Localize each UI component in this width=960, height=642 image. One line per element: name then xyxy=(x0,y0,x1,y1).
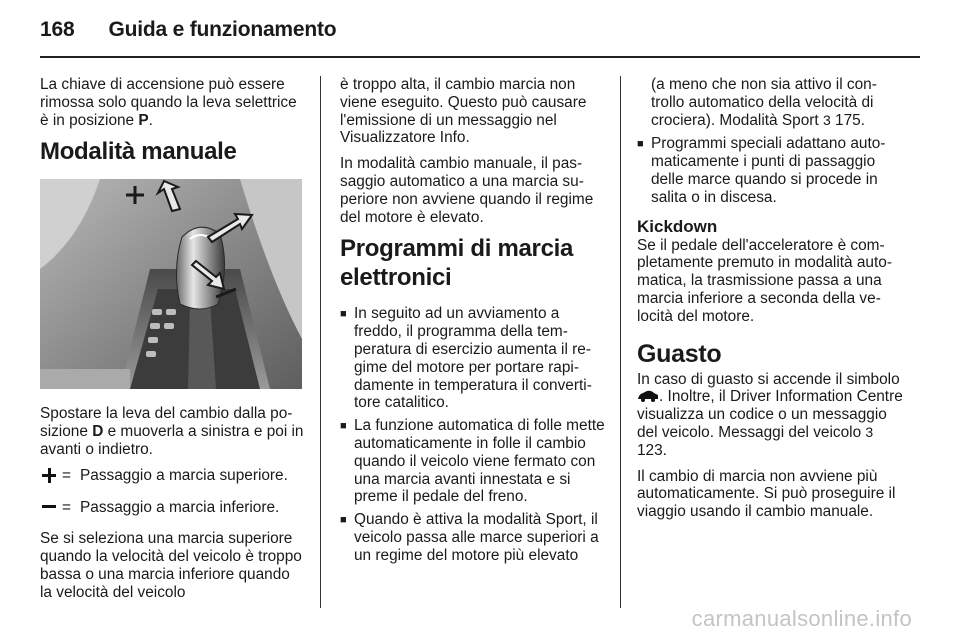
page-reference-icon: 3 xyxy=(822,111,831,128)
column-2 xyxy=(340,76,606,570)
fault-paragraph: In caso di guasto si accende il simbolo . Inoltre, il Driver Information Centre visualizza un codice o un messaggio del veicolo. Messaggi del veicolo 3 123. xyxy=(637,370,903,459)
gear-lever-illustration xyxy=(40,179,302,389)
section-heading-fault: Guasto xyxy=(637,339,722,368)
subheading-kickdown: Kickdown xyxy=(637,216,718,236)
column-divider xyxy=(320,76,321,608)
paragraph: è troppo alta, il cambio marcia non viene eseguito. Questo può causare l'emissione di un messaggio nel Visualizzatore Info. xyxy=(340,76,587,147)
page-number: 168 xyxy=(40,18,75,41)
paragraph: In modalità cambio manuale, il passaggio automatico a una marcia superiore non avviene quando il regime del motore è elevato. xyxy=(340,155,594,226)
speed-note: Se si seleziona una marcia superiore quando la velocità del veicolo è troppo bassa o una marcia inferiore quando la velocità del veicolo xyxy=(40,530,302,601)
page-reference-icon: 3 xyxy=(865,423,874,440)
intro-paragraph: La chiave di accensione può essere rimossa solo quando la leva selettrice è in posizione P. xyxy=(40,76,297,129)
list-item: ■ Programmi speciali adattano automaticamente i punti di passaggio delle marce quando si procede in salita o in discesa. xyxy=(637,135,886,206)
list-item: ■ La funzione automatica di folle mette automaticamente in folle il cambio quando il veicolo viene fermato con una marcia avanti innestata e si preme il pedale del freno. xyxy=(340,417,605,506)
downshift-legend: = Passaggio a marcia inferiore. xyxy=(40,499,306,517)
column-1 xyxy=(40,76,306,610)
list-item: ■ Quando è attiva la modalità Sport, il veicolo passa alle marce superiori a un regime del motore più elevato xyxy=(340,511,599,564)
fault-paragraph-2: Il cambio di marcia non avviene più automaticamente. Si può proseguire il viaggio usando il cambio manuale. xyxy=(637,467,896,521)
watermark: carmanualsonline.info xyxy=(691,606,912,631)
minus-icon xyxy=(40,499,62,515)
column-3 xyxy=(637,76,905,529)
programs-list xyxy=(340,305,606,564)
section-heading-programs: Programmi di marcia elettronici xyxy=(340,235,574,292)
shift-instruction: Spostare la leva del cambio dalla posizione D e muoverla a sinistra e poi in avanti o indietro. xyxy=(40,405,304,458)
header-rule xyxy=(40,56,920,58)
programs-list-continued xyxy=(637,76,905,207)
column-divider xyxy=(620,76,621,608)
page-header xyxy=(40,18,336,42)
list-item: ■ In seguito ad un avviamento a freddo, il programma della temperatura di esercizio aumenta il regime del motore per portare rapidamente in temperatura il convertitore catalitico. xyxy=(340,305,592,412)
list-item: (a meno che non sia attivo il controllo automatico della velocità di crociera). Modalità Sport 3 175. xyxy=(651,76,877,129)
upshift-legend: = Passaggio a marcia superiore. xyxy=(40,467,306,485)
car-wrench-icon xyxy=(637,390,659,402)
section-heading-manual: Modalità manuale xyxy=(40,138,237,166)
page-title: Guida e funzionamento xyxy=(108,18,337,41)
kickdown-text: Se il pedale dell'acceleratore è completamente premuto in modalità automatica, la trasmissione passa a una marcia inferiore a seconda della velocità del motore. xyxy=(637,236,892,325)
plus-icon xyxy=(40,468,62,484)
